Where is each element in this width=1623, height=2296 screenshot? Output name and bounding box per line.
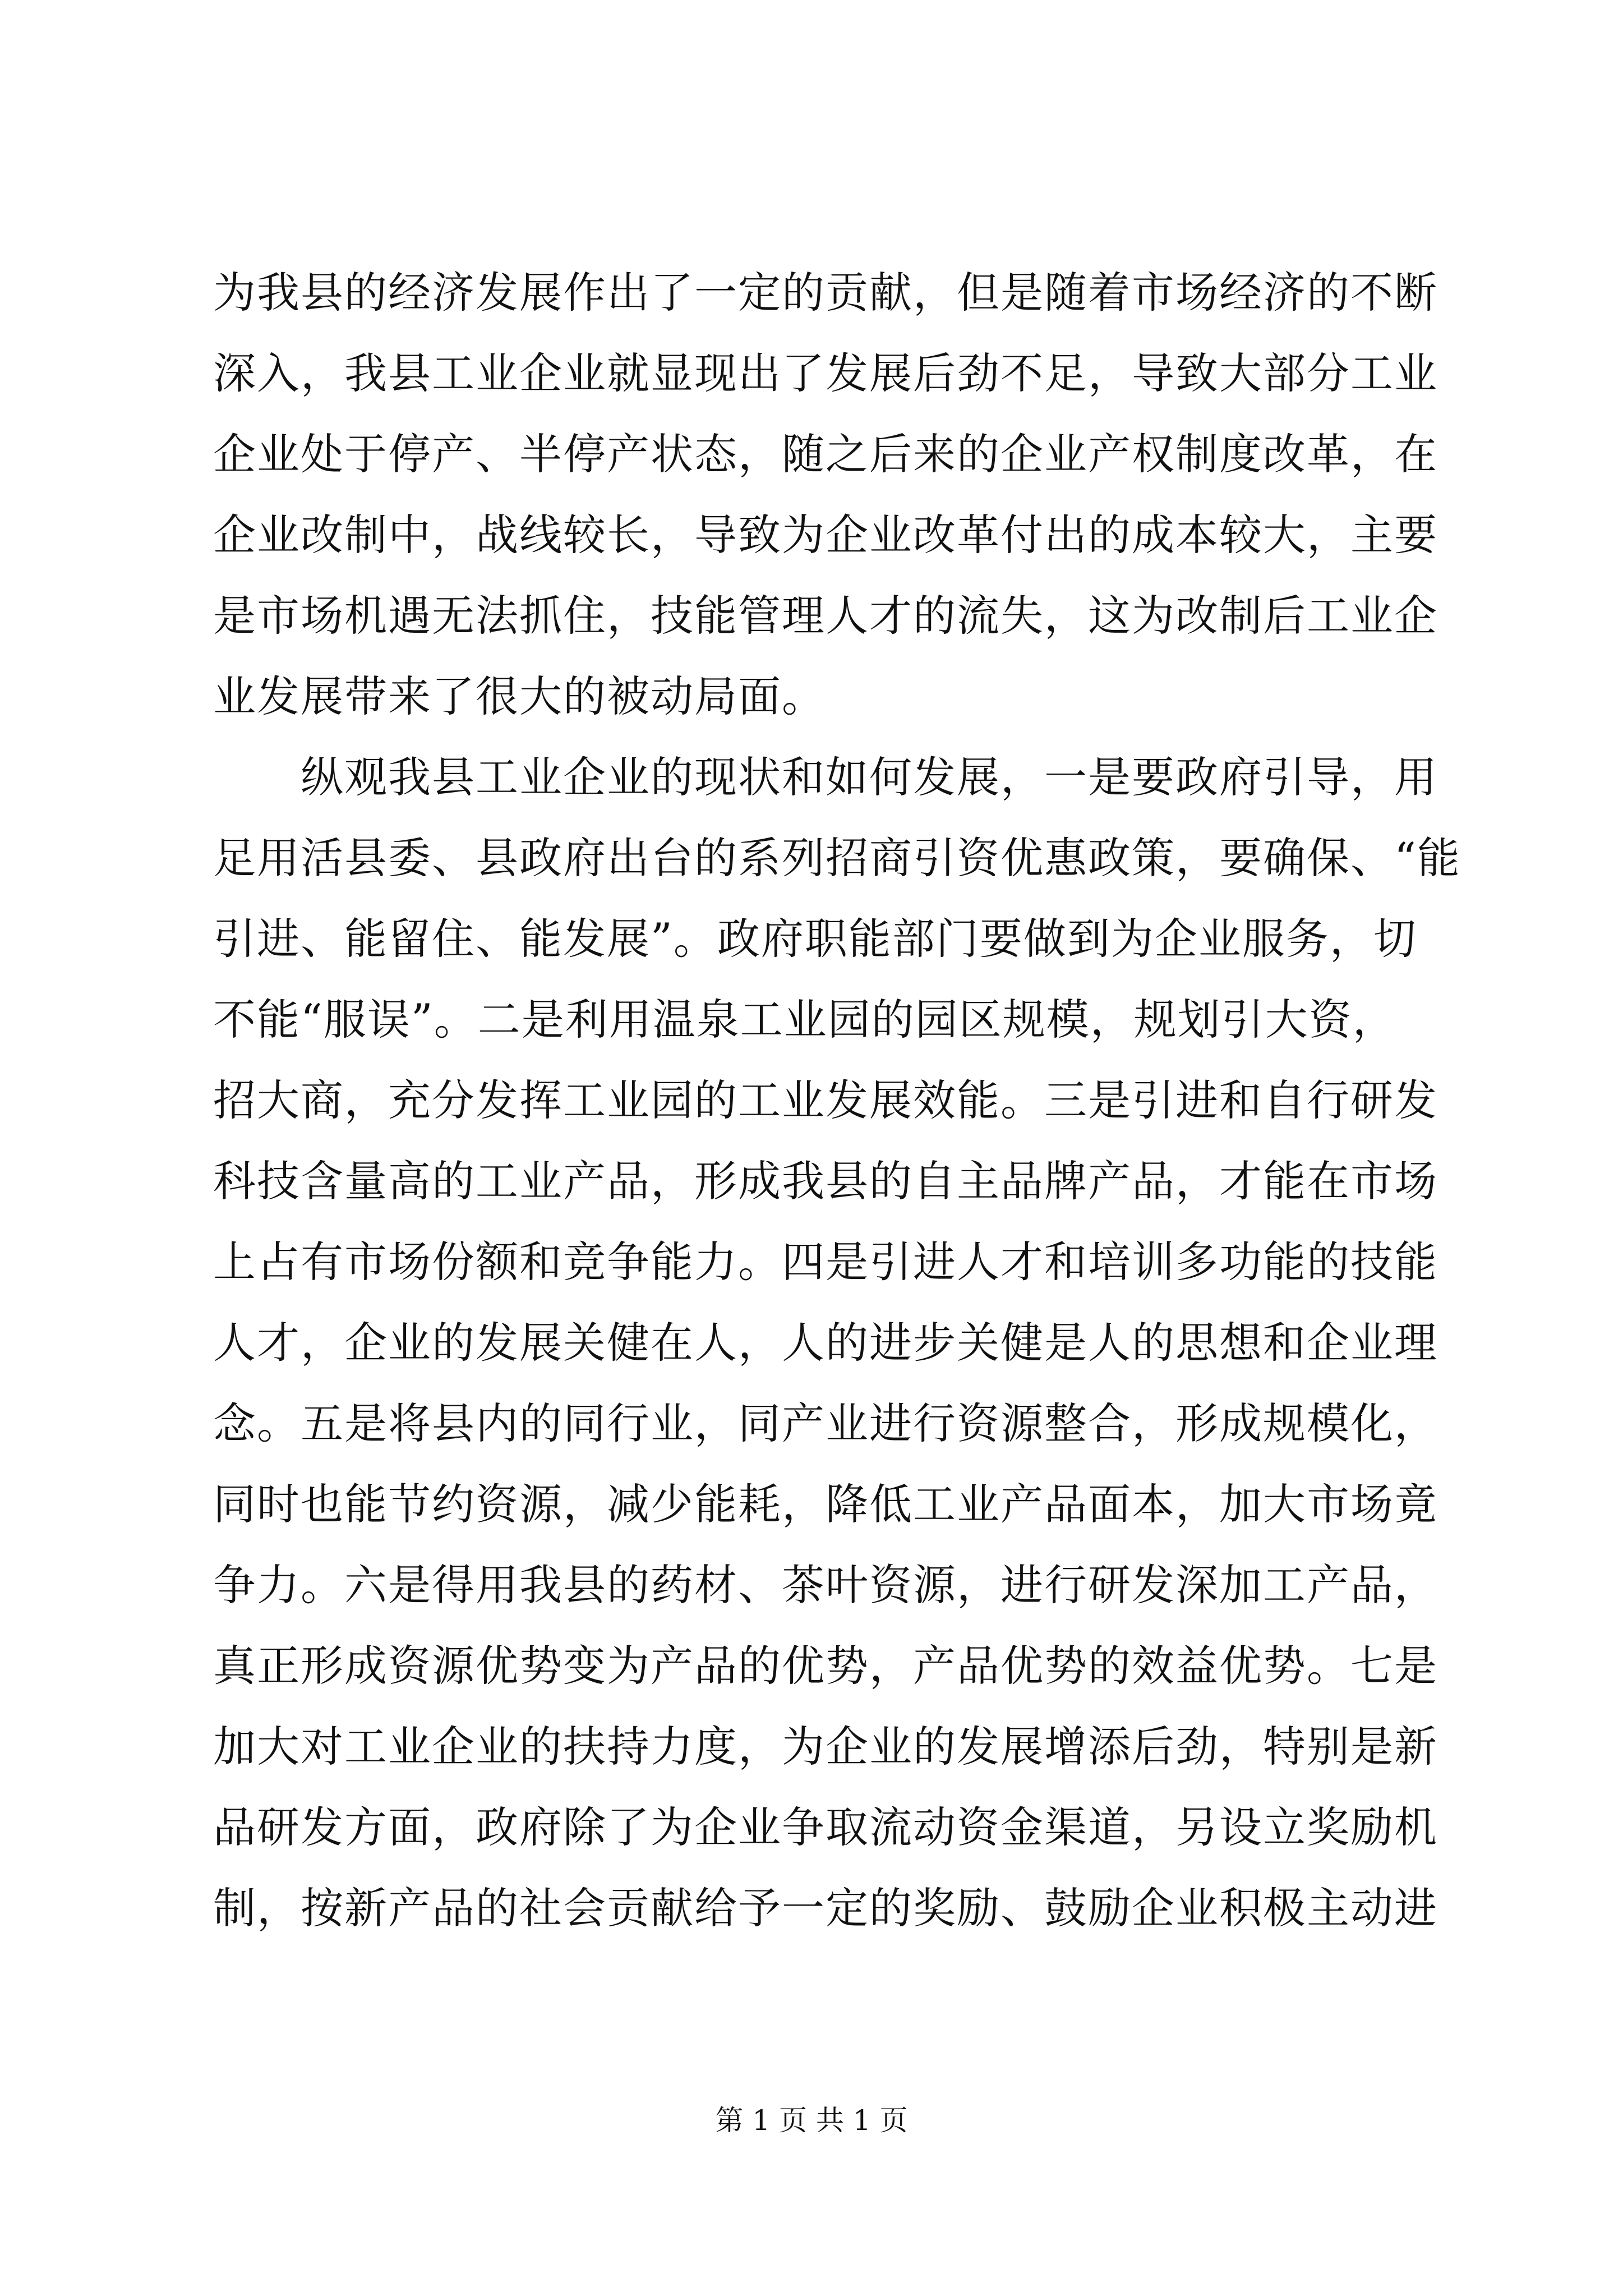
text-line: 企业处于停产、半停产状态，随之后来的企业产权制度改革，在: [213, 429, 1438, 479]
text-line: 纵观我县工业企业的现状和如何发展，一是要政府引导，用: [213, 752, 1438, 802]
text-line: 科技含量高的工业产品，形成我县的自主品牌产品，才能在市场: [213, 1156, 1438, 1206]
text-line: 引进、能留住、能发展”。政府职能部门要做到为企业服务，切: [213, 914, 1417, 964]
text-line: 不能“服误”。二是利用温泉工业园的园区规模，规划引大资，: [213, 995, 1396, 1045]
text-line: 招大商，充分发挥工业园的工业发展效能。三是引进和自行研发: [213, 1075, 1438, 1125]
text-line: 争力。六是得用我县的药材、茶叶资源，进行研发深加工产品，: [213, 1560, 1438, 1610]
page-footer: [0, 2101, 1623, 2140]
text-line: 业发展带来了很大的被动局面。: [213, 671, 826, 721]
text-line: 加大对工业企业的扶持力度，为企业的发展增添后劲，特别是新: [213, 1722, 1438, 1772]
text-line: 人才，企业的发展关健在人，人的进步关健是人的思想和企业理: [213, 1318, 1438, 1368]
text-line: 企业改制中，战线较长，导致为企业改革付出的成本较大，主要: [213, 510, 1438, 560]
text-line: 深入，我县工业企业就显现出了发展后劲不足，导致大部分工业: [213, 348, 1438, 398]
text-line: 同时也能节约资源，减少能耗，降低工业产品面本，加大市场竟: [213, 1479, 1438, 1529]
page-number: 第 1 页 共 1 页: [715, 2104, 908, 2137]
text-line: 品研发方面，政府除了为企业争取流动资金渠道，另设立奖励机: [213, 1802, 1438, 1852]
text-line: 上占有市场份额和竞争能力。四是引进人才和培训多功能的技能: [213, 1237, 1438, 1287]
text-line: 为我县的经济发展作出了一定的贡献，但是随着市场经济的不断: [213, 268, 1438, 318]
text-line: 足用活县委、县政府出台的系列招商引资优惠政策，要确保、“能: [213, 833, 1461, 883]
text-line: 是市场机遇无法抓住，技能管理人才的流失，这为改制后工业企: [213, 591, 1438, 641]
text-line: 念。五是将县内的同行业，同产业进行资源整合，形成规模化，: [213, 1398, 1438, 1448]
text-line: 真正形成资源优势变为产品的优势，产品优势的效益优势。七是: [213, 1641, 1438, 1691]
text-line: 制，按新产品的社会贡献给予一定的奖励、鼓励企业积极主动进: [213, 1883, 1438, 1933]
